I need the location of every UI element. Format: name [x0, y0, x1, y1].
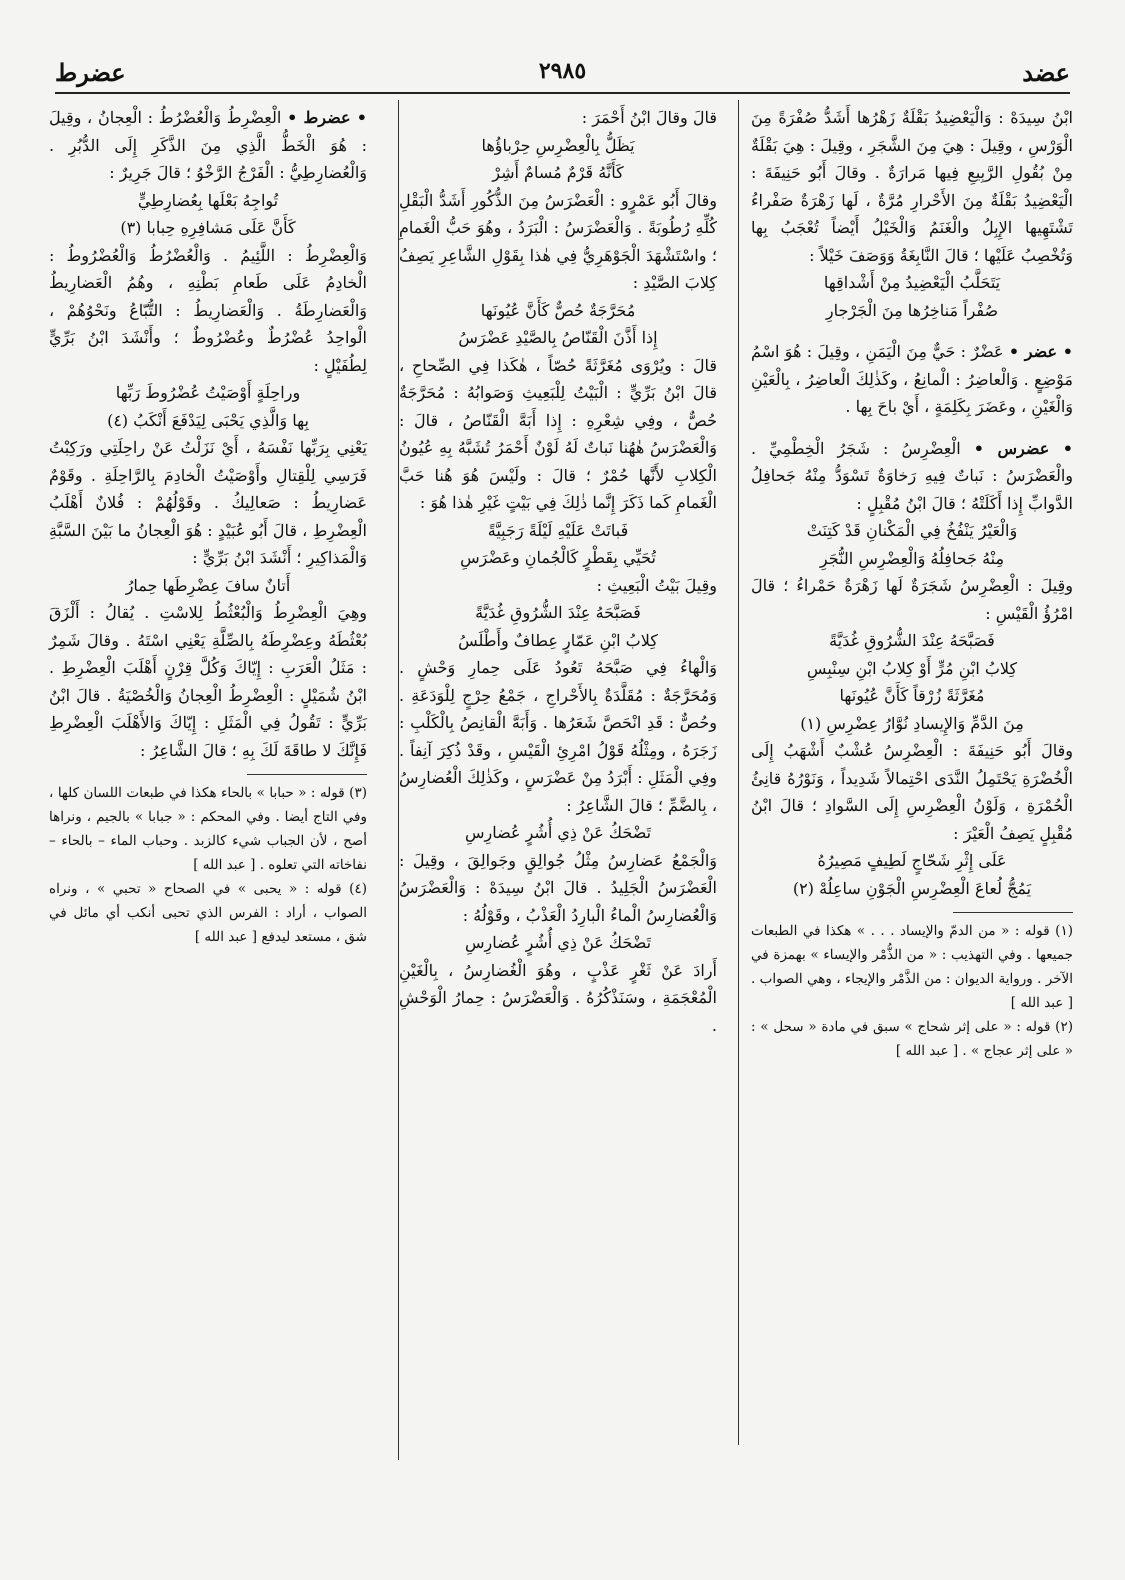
page-header [55, 58, 1070, 92]
verse-line: يَتَحَلَّبُ الْيَعْضِيدُ مِنْ أَشْداقِها [823, 273, 1001, 292]
verse-line: مِنْهُ جَحافِلُهُ وَالْعِضْرِسِ النُّجَرِ [819, 548, 1005, 568]
verse-line: وَالْعَيْرُ يَنْفُخُ فِي الْمَكْنانِ قَدْ كَتِنَتْ [806, 521, 1018, 540]
verse-line: كَأَنَّ عَلَى مَشافِرِهِ حِبابا (٣) [120, 218, 296, 237]
column-middle [399, 104, 717, 1039]
footnote-rule [247, 774, 367, 775]
entry-text: وقالَ أَبُو عَمْرٍو : الْعَضْرَسُ مِنَ الذُّكُورِ أَشَدُّ الْبَقْلِ كُلِّهِ رُطُوبَةً . وَالْعَضْرَسُ : الْبَرَدُ ، وهُوَ حَبُّ الْغَمامِ ؛ واسْتَشْهَدَ الْجَوْهَرِيُّ فِي هٰذا بِقَوْلِ الشَّاعِرِ يَصِفُ كِلابَ الصَّيْدِ : [399, 190, 717, 292]
footnote: (١) قوله : « من الدمّ والإيساد . . . » هكذا في الطبعات جميعها . وفي التهذيب : « من الذُّمْر والإيساء » بهمزة في الآخر . ورواية الديوان : من الذَّمْر والإيجاء ، وهي الصواب . [ عبد الله ] [751, 923, 1073, 1011]
header-root-right: عضد [1022, 58, 1070, 87]
verse-line: فَصَبَّحَهُ عِنْدَ الشُّرُوقِ غُدَيَّةً [475, 603, 641, 622]
footnote: (٤) قوله : « يحبى » في الصحاح « تحبي » ، ونراه الصواب ، أراد : الفرس الذي تحبى أنكب أي مائل في شق ، مستعد ليدفع [ عبد الله ] [49, 881, 367, 945]
footnote: (٣) قوله : « حبابا » بالحاء هكذا في طبعات اللسان كلها ، وفي التاج أيضا . وفي المحكم : « جبابا » بالجيم ، ونراها أصح ، لأن الجباب شيء كالزبد . وحباب الماء – بالحاء – نفاخاته التي تعلوه . [ عبد الله ] [49, 785, 367, 873]
verse-line: مُحَرَّجَةٌ حُصٌّ كَأَنَّ عُيُونَها [480, 300, 636, 320]
verse-line: مِنَ الدَّمِّ وَالإِيسادِ نُوَّارُ عِضْرِسِ (١) [800, 713, 1024, 733]
verse-line: وراحِلَةٍ أَوْصَيْتُ عُضْرُوطَ رَبِّها [115, 383, 301, 402]
headword: • عضرط • [287, 108, 367, 127]
entry-text: يَعْنِي بِرَبِّها نَفْسَهُ ، أَيْ نَزَلْتُ عَنْ راحِلَتِي ورَكِبْتُ فَرَسِي لِلْقِتالِ وأَوْصَيْتُ الْخادِمَ بِالرَّاحِلَةِ . وقَوْمٌ عَضارِيطُ : صَعالِيكُ . وقَوْلُهُمْ : فُلانٌ أَهْلَبُ الْعِضْرِطِ ، قالَ أَبُو عُبَيْدٍ : هُوَ الْعِجانُ ما بَيْنَ السَّبَّةِ وَالْمَذاكِيرِ ؛ أَنْشَدَ ابْنُ بَرِّيٍّ : [49, 438, 367, 567]
entry-text: الْعِضْرِطُ وَالْعُضْرُطُ : الْعِجانُ ، وقِيلَ : هُوَ الْخَطُّ الَّذِي مِنَ الذَّكَرِ إِلَى الدُّبُرِ . وَالْعُضارِطِيُّ : الْفَرْجُ الرَّخْوُ ؛ قالَ جَرِيرٌ : [49, 108, 367, 182]
headword: • عضر • [1008, 342, 1074, 361]
header-rule [55, 92, 1070, 94]
verse-line: فَباتَتْ عَلَيْهِ لَيْلَةً رَجَبِيَّةً [487, 520, 629, 540]
verse-line: يَمُجُّ لُعاعَ الْعِضْرِسِ الْجَوْنِ ساعِلُهْ (٢) [792, 878, 1032, 898]
column-divider-right [738, 100, 739, 1445]
verse-line: مُغَرَّثَةً زُرْقاً كَأَنَّ عُيُونَها [839, 686, 985, 705]
verse-line: تَضْحَكُ عَنْ ذِي أُشُرٍ عُضارِسِ [464, 823, 652, 842]
verse-line: إِذا أَذَّنَ الْقَنّاصُ بِالصَّيْدِ عَضْرَسُ [458, 328, 658, 347]
footnote: (٢) قوله : « على إثر شحاج » سبق في مادة « سحل » : « على إثر عجاج » . [ عبد الله ] [751, 1019, 1073, 1059]
entry-text: وَالْعِضْرِطُ : اللَّئِيمُ . وَالْعُضْرُطُ وَالْعُضْرُوطُ : الْخادِمُ عَلَى طَعامِ بَطْنِهِ ، وهُمُ الْعَضارِيطُ وَالْعَضارِطَةُ . وَالْعَضارِيطُ : التُّبّاعُ ونَحْوُهُمْ ، الْواحِدُ عُضْرُطٌ وعُضْرُوطٌ ؛ وأَنْشَدَ ابْنُ بَرِّيٍّ لِطُفَيْلٍ : [49, 245, 367, 375]
verse-line: بِها وَالَّذِي يَحْبَى لِيَدْفَعَ أَنْكَبُ (٤) [107, 410, 309, 430]
entry-text: وهِيَ الْعِضْرِطُ وَالْبُعْثُطُ لِلاسْتِ . يُقالُ : أَلْزَقَ بُعْثُطَهُ وعِضْرِطَهُ بِالصِّلَّةِ يَعْنِي اسْتَهُ . وقالَ شَمِرٌ : مَثَلُ الْعَرَبِ : إِيّاكَ وَكُلَّ قِرْنٍ أَهْلَبَ الْعِضْرِطِ . ابْنُ شُمَيْلٍ : الْعِضْرِطُ الْعِجانُ وَالْخُصْيَةُ . قالَ ابْنُ بَرِّيٍّ : تَقُولُ فِي الْمَثَلِ : إِيّاكَ وَالأَهْلَبَ الْعِضْرِطِ فَإِنَّكَ لا طاقَةَ لَكَ بِهِ ؛ قالَ الشَّاعِرُ : [49, 603, 367, 760]
entry-text: وَالْجَمْعُ عَضارِسُ مِثْلُ جُوالِقٍ وجَوالِقَ ، وقِيلَ : الْعَضْرَسُ الْجَلِيدُ . قالَ ابْنُ سِيدَهْ : وَالْعَضْرَسُ وَالْعُضارِسُ الْماءُ الْبارِدُ الْعَذْبُ ، وقَوْلُهُ : [399, 850, 717, 925]
entry-text: وقِيلَ : الْعِضْرِسُ شَجَرَةٌ لَها زَهْرَةٌ حَمْراءُ ؛ قالَ امْرُؤُ الْقَيْسِ : [751, 576, 1073, 623]
verse-line: أَتانٌ سافَ عِضْرِطَها حِمارُ [125, 575, 291, 595]
verse-line: كِلابُ ابْنِ مُرٍّ أَوْ كِلابُ ابْنِ سِنْبِسِ [806, 658, 1018, 678]
header-root-left: عضرط [55, 58, 126, 87]
verse-line: صُفْراً مَناخِرُها مِنَ الْجَرْجارِ [825, 300, 999, 320]
column-right [751, 104, 1073, 1063]
verse-line: تَضْحَكُ عَنْ ذِي أُشُرٍ عُضارِسِ [464, 933, 652, 952]
entry-text: وَالْهاءُ فِي صَبَّحَهُ تَعُودُ عَلَى حِمارِ وَحْشٍ . وَمُحَرَّجَةٌ : مُقَلَّدَةٌ بِالأَحْراجِ ، جَمْعُ حِرْجٍ لِلْوَدَعَةِ . وحُصٌّ : قَدِ انْحَصَّ شَعَرُها . وَأَبَهَّ الْقانِصُ بِالْكَلْبِ : زَجَرَهُ ، ومِثْلُهُ قَوْلُ امْرِئِ الْقَيْسِ ، وقَدْ ذُكِرَ آنِفاً . وفِي الْمَثَلِ : أَبْرَدُ مِنْ عَضْرَسٍ ، وكَذٰلِكَ الْعُضارِسُ ، بِالضَّمِّ ؛ قالَ الشَّاعِرُ : [399, 658, 717, 815]
verse-line: عَلَى إِثْرِ شَحّاجٍ لَطِيفٍ مَصِيرُهُ [817, 851, 1007, 870]
entry-text: وقِيلَ بَيْتُ الْبَعِيثِ : [596, 575, 717, 595]
verse-line: يَظَلُّ بِالْعِضْرِسِ حِرْباؤُها [481, 135, 635, 155]
entry-text: قالَ : ويُرْوَى مُغَرَّثَةً حُصّاً ، هٰكَذا فِي الصِّحاحِ ، قالَ ابْنُ بَرِّيٍّ : الْبَيْتُ لِلْبَعِيثِ وَصَوابُهُ : مُحَرَّجَةٌ حُصٌّ ، وفِي شِعْرِهِ : إِذا أَبَهَّ الْقَنّاصُ ، قالَ : وَالْعَضْرَسُ هٰهُنا نَباتٌ لَهُ لَوْنٌ أَحْمَرُ تُشَبَّهُ بِهِ عُيُونُ الْكِلابِ لأَنَّها حُمْرٌ ؛ قالَ : ولَيْسَ هُوَ هُنا حَبَّ الْغَمامِ كَما ذَكَرَ إِنَّما ذٰلِكَ فِي بَيْتٍ غَيْرِ هٰذا هُوَ : [399, 355, 717, 512]
entry-text: ابْنُ سِيدَهْ : وَالْيَعْضِيدُ بَقْلَةٌ زَهْرُها أَشَدُّ صُفْرَةً مِنَ الْوَرْسِ ، وقِيلَ : هِيَ مِنَ الشَّجَرِ ، وقِيلَ : هِيَ بَقْلَةٌ مِنْ بُقُولِ الرَّبِيعِ فِيها مَرارَةٌ . وقالَ أَبُو حَنِيفَةَ : الْيَعْضِيدُ بَقْلَةٌ مِنَ الأَحْرارِ مُرَّةٌ ، لَها زَهْرَةٌ صَفْراءُ تَشْتَهِيها الإِبِلُ والْغَنَمُ وَالْخَيْلُ أَيْضاً تُعْجَبُ بِها وَتُخْصِبُ عَلَيْها ؛ قالَ النَّابِغَةُ وَوَصَفَ خَيْلاً : [751, 108, 1073, 265]
verse-line: تُواجِهُ بَعْلَها بِعُضارِطِيٍّ [137, 190, 279, 210]
footnote-rule [953, 912, 1073, 913]
verse-line: كِلابُ ابْنِ عَمّارٍ عِطافٌ وأَطْلَسُ [458, 630, 658, 650]
entry-text: الْعِضْرِسُ : شَجَرُ الْخِطْمِيِّ . والْعَضْرَسُ : نَباتٌ فِيهِ رَخاوَةٌ تَسْوَدُّ مِنْهُ جَحافِلُ الدَّوابِّ إِذا أَكَلَتْهُ ؛ قالَ ابْنُ مُقْبِلٍ : [751, 438, 1073, 513]
entry-text: قالَ وقالَ ابْنُ أَحْمَرَ : [581, 108, 717, 127]
verse-line: تُحَيِّي بِقَطْرٍ كَالْجُمانِ وعَضْرَسِ [460, 548, 656, 567]
column-left [49, 104, 367, 949]
entry-text: عَضْرٌ : حَيٌّ مِنَ الْيَمَنِ ، وقِيلَ : هُوَ اسْمُ مَوْضِعٍ . وَالْعاضِرُ : الْمانِعُ ، وكَذٰلِكَ الْعاضِرُ ، بِالْعَيْنِ وَالْغَيْنِ ، وعَضَرَ بِكَلِمَةٍ ، أَيْ باحَ بِها . [751, 342, 1073, 416]
verse-line: كَأَنَّهُ قَرْمٌ مُسامٌ أَشِرْ [492, 163, 624, 182]
verse-line: فَصَبَّحَهُ عِنْدَ الشُّرُوقِ غُدَيَّةً [829, 631, 995, 650]
entry-text: وقالَ أَبُو حَنِيفَةَ : الْعِضْرِسُ عُشْبٌ أَشْهَبُ إِلَى الْخُضْرَةِ يَحْتَمِلُ النَّدَى احْتِمالاً شَدِيداً ، وَنَوْرُهُ قانِئُ الْحُمْرَةِ ، وَلَوْنُ الْعِضْرِسِ إِلَى السَّوادِ ؛ قالَ ابْنُ مُقْبِلٍ يَصِفُ الْعَيْرَ : [751, 741, 1073, 843]
headword: • عضرس • [973, 438, 1074, 458]
entry-text: أَرادَ عَنْ ثَغْرٍ عَذْبٍ ، وهُوَ الْغُضارِسُ ، بِالْغَيْنِ الْمُعْجَمَةِ ، وسَنَذْكُرُهُ . وَالْعَضْرَسُ : حِمارُ الْوَحْشِ . [399, 960, 717, 1035]
page-number: ٢٩٨٥ [538, 58, 587, 84]
